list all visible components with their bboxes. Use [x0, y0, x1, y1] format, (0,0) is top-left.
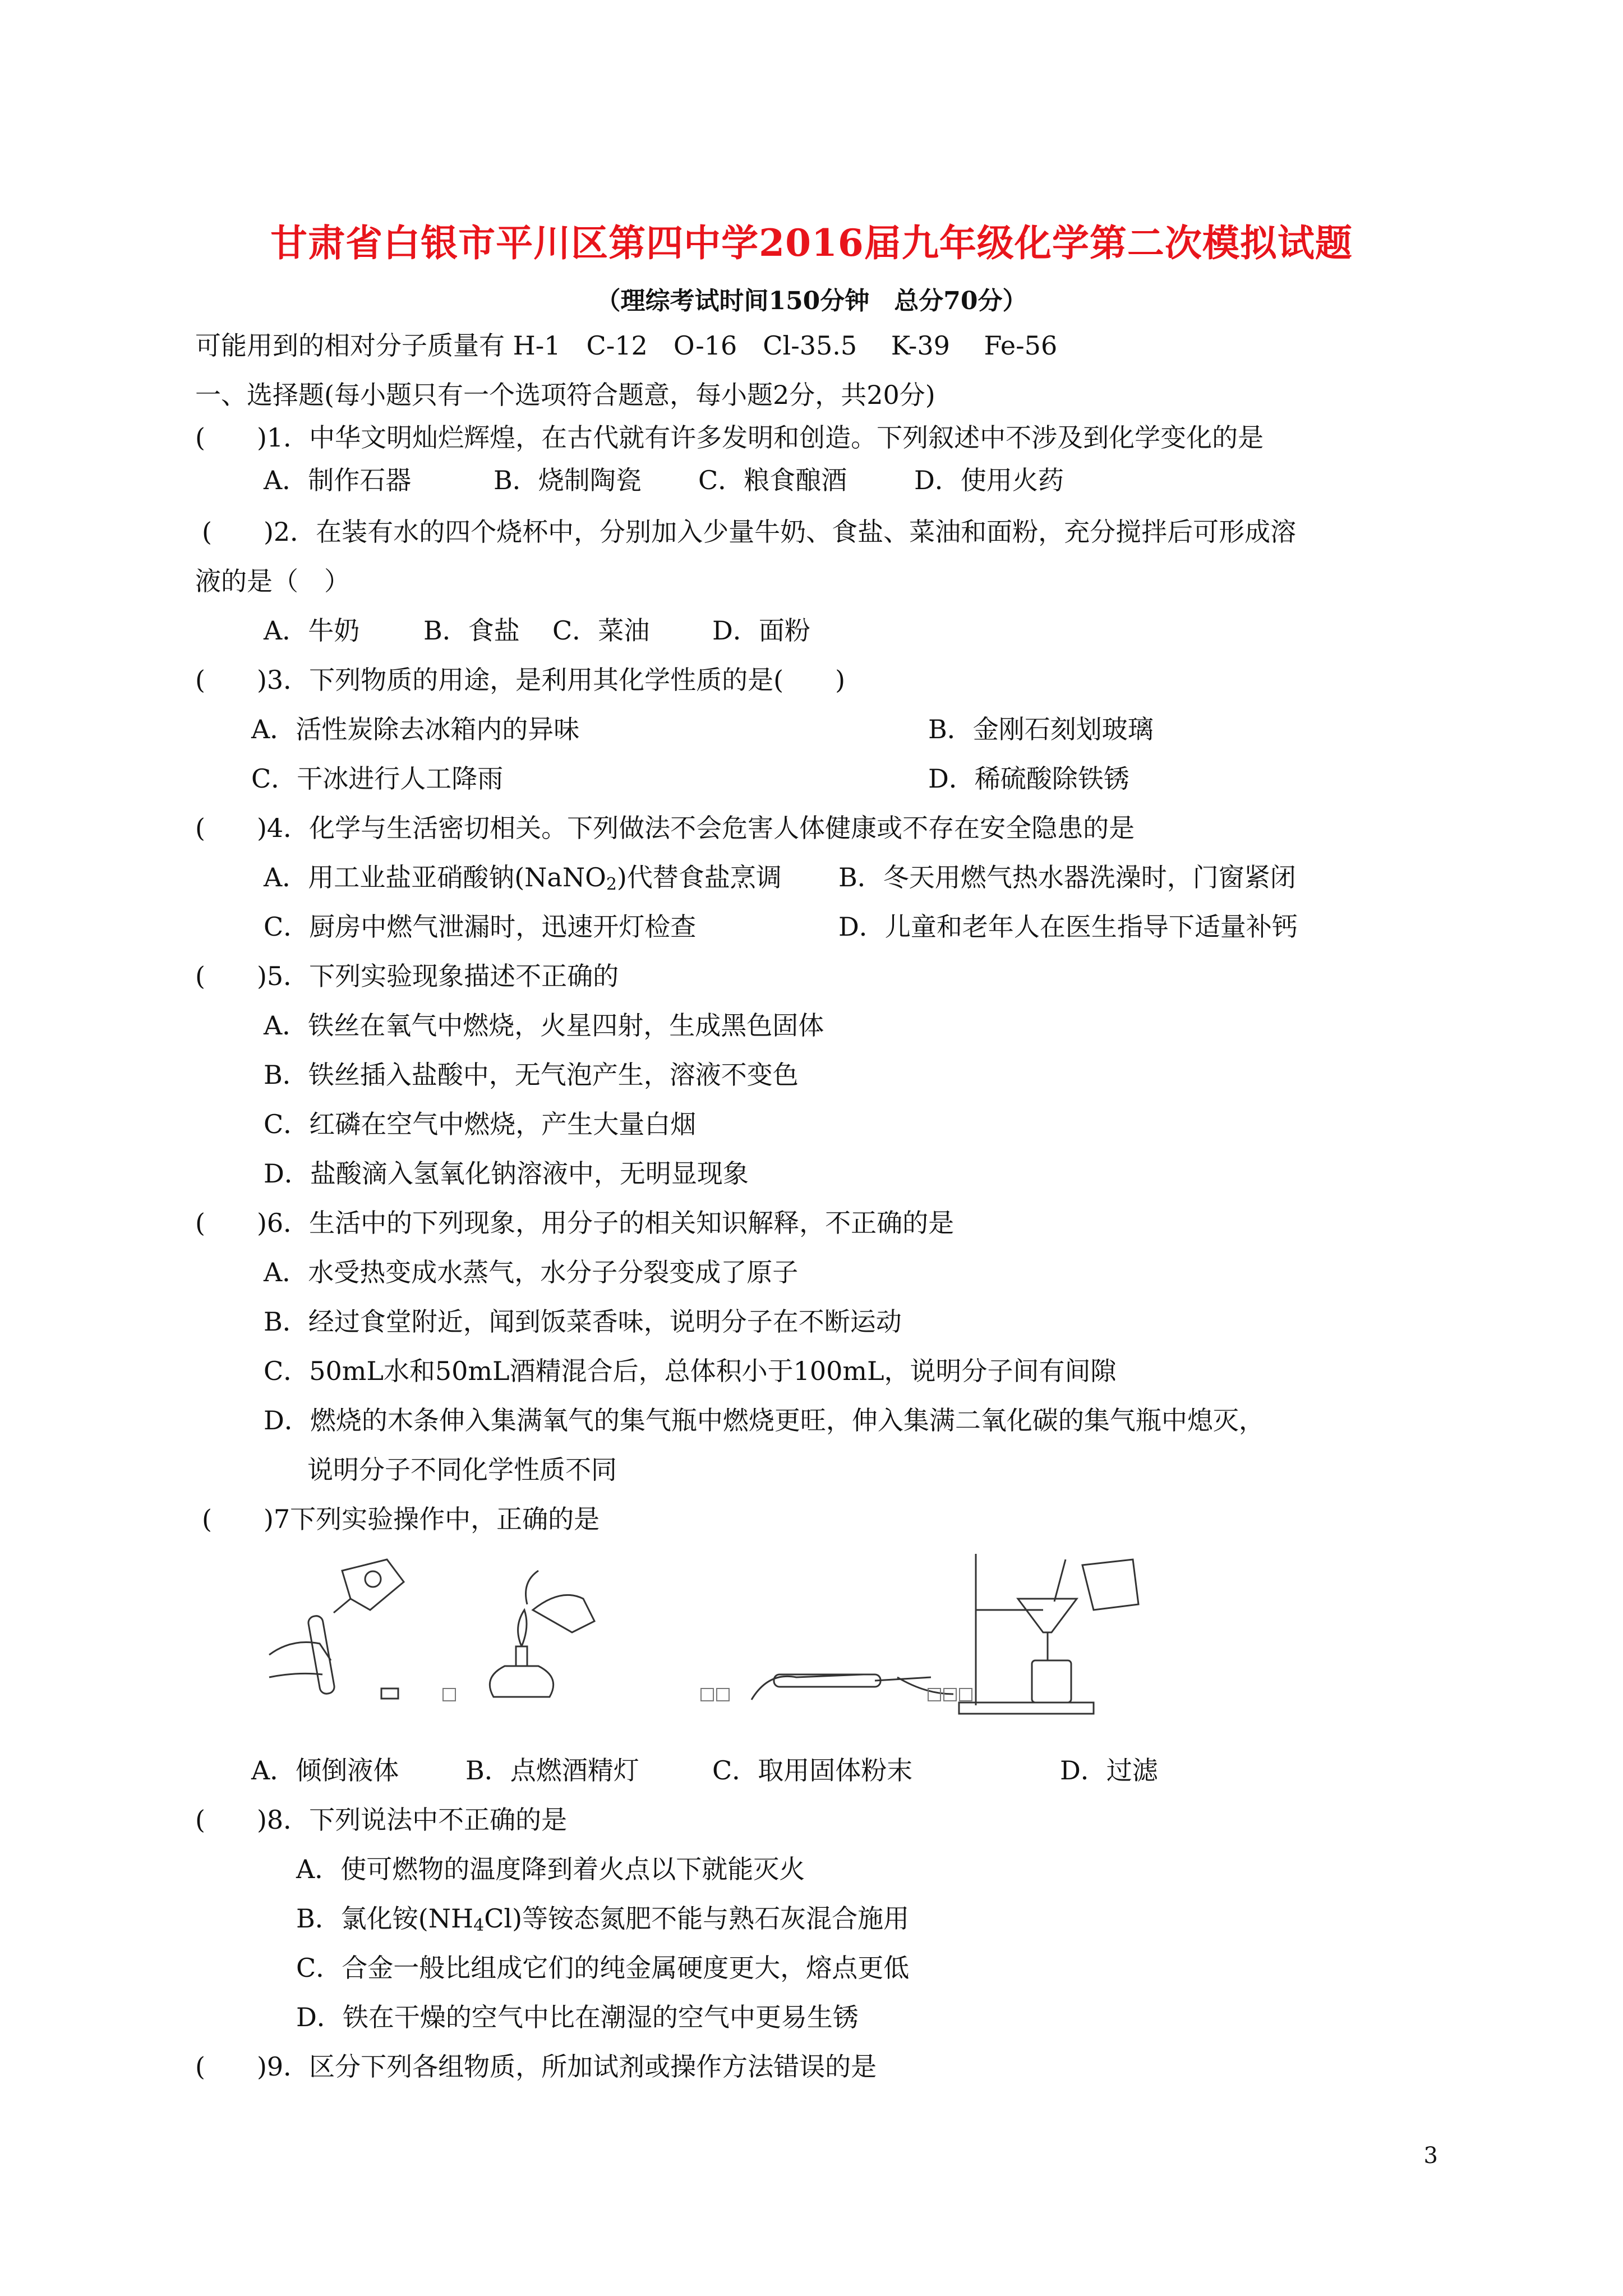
q6-option-d: D．燃烧的木条伸入集满氧气的集气瓶中燃烧更旺，伸入集满二氧化碳的集气瓶中熄灭， [264, 1405, 1265, 1435]
q1-option-b: B．烧制陶瓷 [494, 465, 642, 495]
q8-option-b [296, 1903, 909, 1941]
page-title: 甘肃省白银市平川区第四中学2016届九年级化学第二次模拟试题 [270, 221, 1353, 265]
q5-option-a: A．铁丝在氧气中燃烧，火星四射，生成黑色固体 [264, 1010, 824, 1041]
q2-option-a: A．牛奶 [264, 615, 360, 646]
q4-a-text-end: )代替食盐烹调 [616, 862, 782, 892]
lighting-alcohol-lamp-figure [490, 1571, 594, 1697]
q7-option-c: C．取用固体粉末 [712, 1755, 913, 1786]
q4-option-a [264, 862, 782, 900]
q2-option-c: C．菜油 [552, 615, 650, 646]
q6-option-c: C．50mL水和50mL酒精混合后，总体积小于100mL，说明分子间有间隙 [264, 1356, 1117, 1386]
q7-option-a: A．倾倒液体 [251, 1755, 399, 1786]
q1-option-c: C．粮食酿酒 [698, 465, 847, 495]
question-3-stem: ( )3．下列物质的用途，是利用其化学性质的是( ) [195, 665, 846, 695]
lab-operation-figures [258, 1548, 1256, 1728]
q1-option-d: D．使用火药 [914, 465, 1064, 495]
filtration-figure [959, 1554, 1138, 1714]
q5-option-c: C．红磷在空气中燃烧，产生大量白烟 [264, 1109, 697, 1139]
atomic-masses: 可能用到的相对分子质量有 H-1 C-12 O-16 Cl-35.5 K-39 Fe-56 [195, 330, 1058, 361]
q6-option-d-cont: 说明分子不同化学性质不同 [307, 1455, 617, 1485]
q8-b-text-end: Cl)等铵态氮肥不能与熟石灰混合施用 [484, 1903, 910, 1934]
question-8-stem: ( )8．下列说法中不正确的是 [195, 1805, 568, 1835]
q2-option-d: D．面粉 [712, 615, 810, 646]
q3-option-c: C．干冰进行人工降雨 [251, 763, 504, 794]
pouring-liquid-figure [269, 1559, 404, 1699]
q3-option-a: A．活性炭除去冰箱内的异味 [251, 714, 580, 744]
q3-option-d: D．稀硫酸除铁锈 [928, 763, 1129, 794]
taking-solid-powder-figure [751, 1674, 953, 1700]
section-heading: 一、选择题(每小题只有一个选项符合题意，每小题2分，共20分) [195, 380, 935, 410]
question-2-stem-cont: 液的是（ ） [195, 566, 350, 596]
q5-option-b: B．铁丝插入盐酸中，无气泡产生，溶液不变色 [264, 1060, 799, 1090]
question-1-stem: ( )1．中华文明灿烂辉煌，在古代就有许多发明和创造。下列叙述中不涉及到化学变化的是 [195, 422, 1264, 453]
question-9-stem: ( )9．区分下列各组物质，所加试剂或操作方法错误的是 [195, 2051, 877, 2082]
q3-option-b: B．金刚石刻划玻璃 [928, 714, 1154, 744]
q4-a-subscript: 2 [606, 875, 617, 894]
question-4-stem: ( )4．化学与生活密切相关。下列做法不会危害人体健康或不存在安全隐患的是 [195, 813, 1135, 843]
question-7-stem: ( )7下列实验操作中，正确的是 [202, 1504, 600, 1534]
q4-a-text: A．用工业盐亚硝酸钠(NaNO [264, 862, 606, 892]
q8-option-c: C．合金一般比组成它们的纯金属硬度更大，熔点更低 [296, 1953, 910, 1983]
q1-option-a: A．制作石器 [264, 465, 412, 495]
question-2-stem: ( )2．在装有水的四个烧杯中，分别加入少量牛奶、食盐、菜油和面粉，充分搅拌后可形成溶 [202, 517, 1297, 547]
exam-info: （理综考试时间150分钟 总分70分） [596, 287, 1027, 315]
q8-option-d: D．铁在干燥的空气中比在潮湿的空气中更易生锈 [296, 2002, 859, 2032]
q7-option-d: D．过滤 [1060, 1755, 1158, 1786]
q4-option-b: B．冬天用燃气热水器洗澡时，门窗紧闭 [838, 862, 1296, 892]
q8-b-text: B．氯化铵(NH [296, 1903, 474, 1934]
q6-option-b: B．经过食堂附近，闻到饭菜香味，说明分子在不断运动 [264, 1306, 902, 1337]
placeholder-boxes [443, 1688, 972, 1701]
q6-option-a: A．水受热变成水蒸气，水分子分裂变成了原子 [264, 1257, 799, 1287]
question-5-stem: ( )5．下列实验现象描述不正确的 [195, 961, 619, 991]
page-number: 3 [1423, 2143, 1438, 2169]
q4-option-c: C．厨房中燃气泄漏时，迅速开灯检查 [264, 912, 697, 942]
q4-option-d: D．儿童和老年人在医生指导下适量补钙 [838, 912, 1298, 942]
q5-option-d: D．盐酸滴入氢氧化钠溶液中，无明显现象 [264, 1158, 749, 1189]
q8-option-a: A．使可燃物的温度降到着火点以下就能灭火 [296, 1854, 805, 1884]
q8-b-subscript: 4 [473, 1916, 485, 1935]
question-6-stem: ( )6．生活中的下列现象，用分子的相关知识解释，不正确的是 [195, 1208, 955, 1238]
q7-option-b: B．点燃酒精灯 [465, 1755, 639, 1786]
q2-option-b: B．食盐 [423, 615, 520, 646]
